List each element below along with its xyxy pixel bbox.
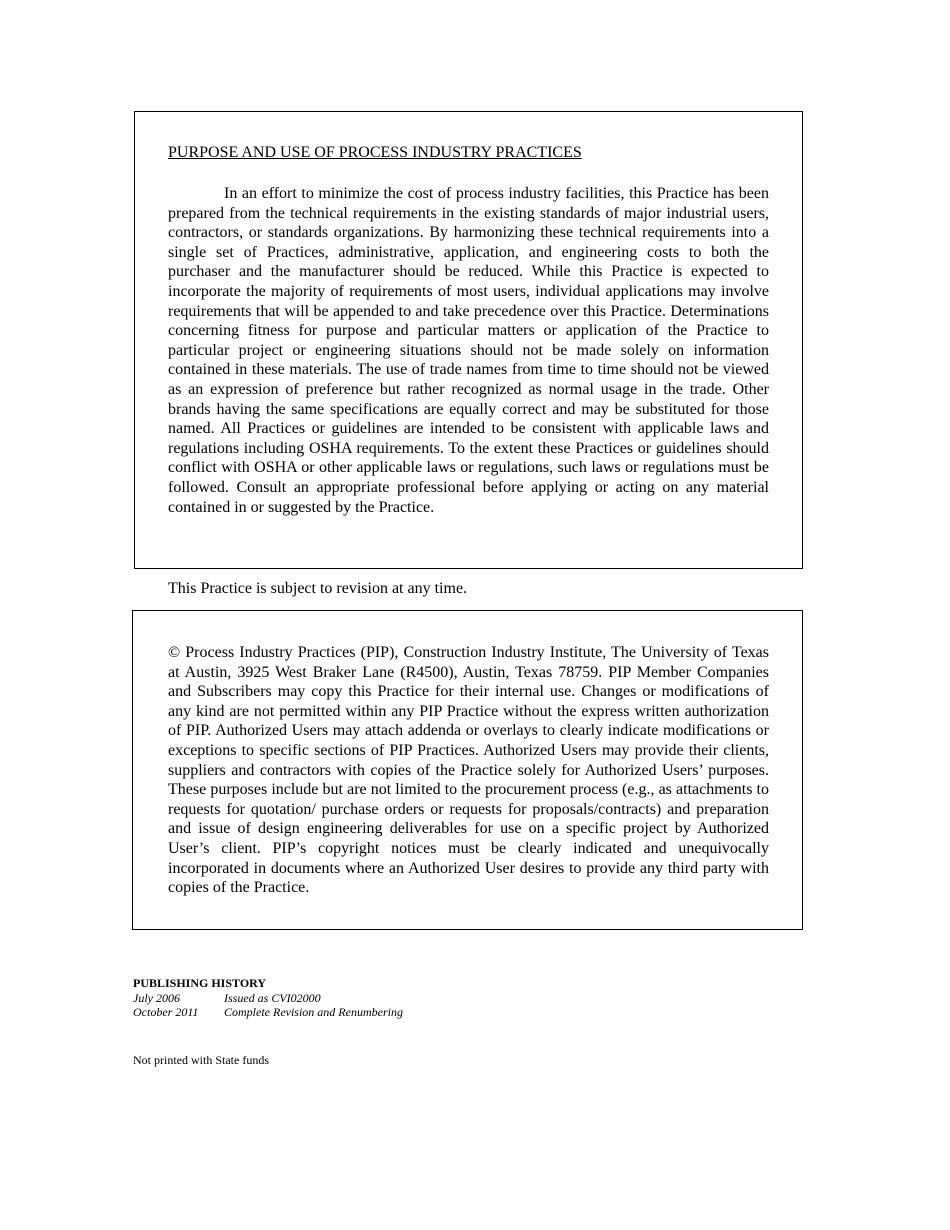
purpose-paragraph: In an effort to minimize the cost of process industry facilities, this Practice has been prepared from the technical requirements in the existing standards of major industrial users, contractors, or standards organizations. By harmonizing these technical requirements into a single set of Practices, administrative, application, and engineering costs to both the purchaser and the manufacturer should be reduced. While this Practice is expected to incorporate the majority of requirements of most users, individual applications may involve requirements that will be appended to and take precedence over this Practice. Determinations concerning fitness for purpose and particular matters or application of the Practice to particular project or engineering situations should not be made solely on information contained in these materials. The use of trade names from time to time should not be viewed as an expression of preference but rather recognized as normal usage in the trade. Other brands having the same specifications are equally correct and may be substituted for those named. All Practices or guidelines are intended to be consistent with applicable laws and regulations including OSHA requirements. To the extent these Practices or guidelines should conflict with OSHA or other applicable laws or regulations, such laws or regulations must be followed. Consult an appropriate professional before applying or acting on any material contained in or suggested by the Practice. bbox=[168, 185, 769, 516]
revision-note: This Practice is subject to revision at any time. bbox=[168, 580, 468, 597]
state-funds-note: Not printed with State funds bbox=[133, 1053, 269, 1067]
copyright-paragraph: © Process Industry Practices (PIP), Construction Industry Institute, The University of Texas at Austin, 3925 West Braker Lane (R4500), Austin, Texas 78759. PIP Member Companies and Subscribers may copy this Practice for their internal use. Changes or modifications of any kind are not permitted within any PIP Practice without the express written authorization of PIP. Authorized Users may attach addenda or overlays to clearly indicate modifications or exceptions to specific sections of PIP Practices. Authorized Users may provide their clients, suppliers and contractors with copies of the Practice solely for Authorized Users’ purposes. These purposes include but are not limited to the procurement process (e.g., as attachments to requests for quotation/ purchase orders or requests for proposals/contracts) and preparation and issue of design engineering deliverables for use on a specific project by Authorized User’s client. PIP’s copyright notices must be clearly indicated and unequivocally incorporated in documents where an Authorized User desires to provide any third party with copies of the Practice. bbox=[168, 644, 769, 897]
history-description: Issued as CVI02000 bbox=[224, 990, 321, 1005]
history-date: July 2006 bbox=[133, 990, 180, 1005]
publishing-history-entry bbox=[133, 991, 403, 1006]
publishing-history-title: PUBLISHING HISTORY bbox=[133, 976, 267, 990]
publishing-history bbox=[133, 976, 403, 1020]
purpose-heading: PURPOSE AND USE OF PROCESS INDUSTRY PRACTICES bbox=[168, 144, 582, 161]
publishing-history-entry bbox=[133, 1005, 403, 1020]
history-description: Complete Revision and Renumbering bbox=[224, 1005, 403, 1019]
history-date: October 2011 bbox=[133, 1005, 199, 1019]
